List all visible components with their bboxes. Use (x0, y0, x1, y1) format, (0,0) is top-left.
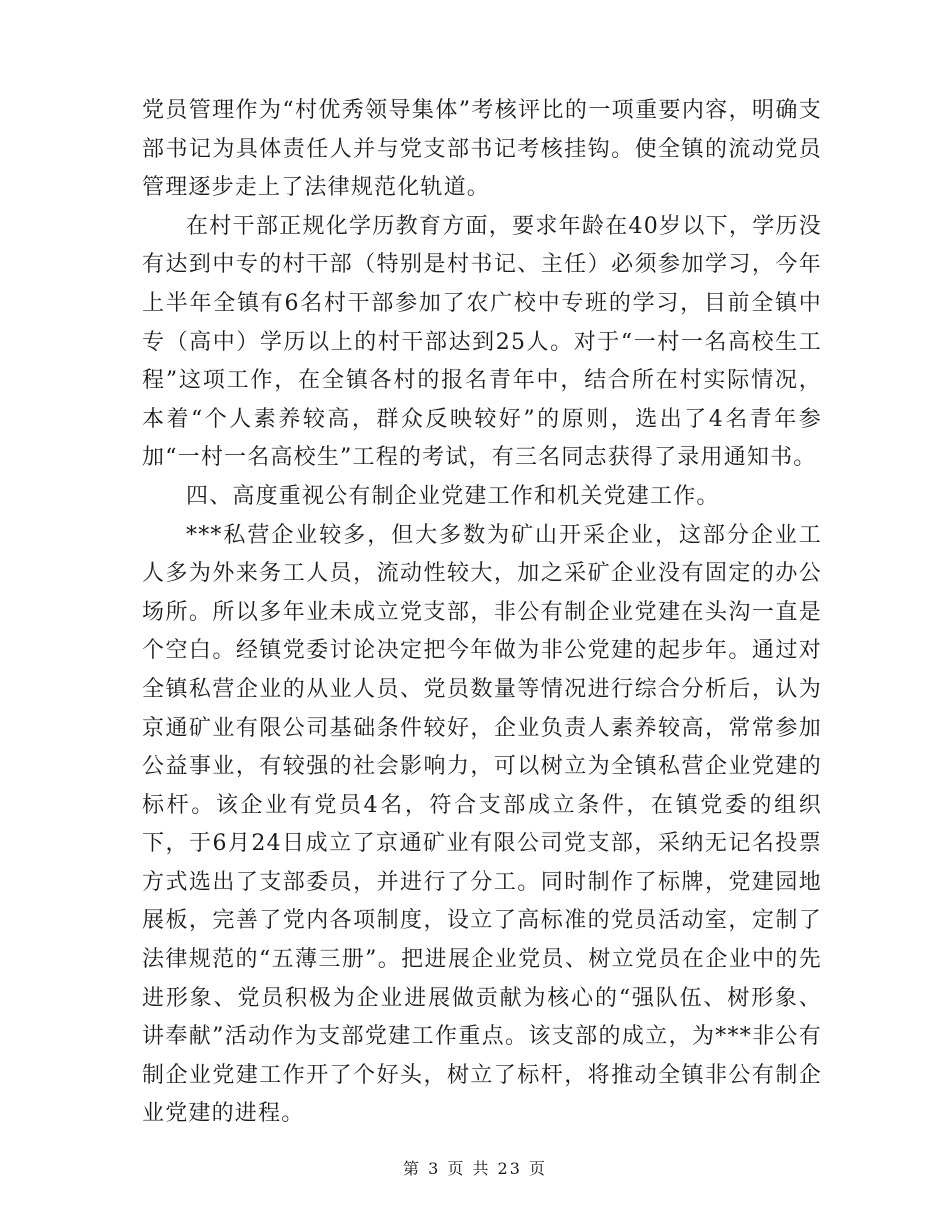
document-body (142, 92, 822, 1134)
paragraph-continuation: 党员管理作为“村优秀领导集体”考核评比的一项重要内容，明确支部书记为具体责任人并与党支部书记考核挂钩。使全镇的流动党员管理逐步走上了法律规范化轨道。 (142, 98, 822, 201)
page-number: 第 3 页 共 23 页 (403, 1159, 547, 1178)
paragraph-education: 在村干部正规化学历教育方面，要求年龄在40岁以下，学历没有达到中专的村干部（特别是村书记、主任）必须参加学习，今年上半年全镇有6名村干部参加了农广校中专班的学习，目前全镇中专（高中）学历以上的村干部达到25人。对于“一村一名高校生工程”这项工作，在全镇各村的报名青年中，结合所在村实际情况，本着“个人素养较高，群众反映较好”的原则，选出了4名青年参加“一村一名高校生”工程的考试，有三名同志获得了录用通知书。 (142, 213, 822, 471)
paragraph-private-enterprise: ***私营企业较多，但大多数为矿山开采企业，这部分企业工人多为外来务工人员，流动性较大，加之采矿企业没有固定的办公场所。所以多年业未成立党支部，非公有制企业党建在头沟一直是个空白。经镇党委讨论决定把今年做为非公党建的起步年。通过对全镇私营企业的从业人员、党员数量等情况进行综合分析后，认为京通矿业有限公司基础条件较好，企业负责人素养较高，常常参加公益事业，有较强的社会影响力，可以树立为全镇私营企业党建的标杆。该企业有党员4名，符合支部成立条件，在镇党委的组织下，于6月24日成立了京通矿业有限公司党支部，采纳无记名投票方式选出了支部委员，并进行了分工。同时制作了标牌，党建园地展板，完善了党内各项制度，设立了高标准的党员活动室，定制了法律规范的“五薄三册”。把进展企业党员、树立党员在企业中的先进形象、党员积极为企业进展做贡献为核心的“强队伍、树形象、讲奉献”活动作为支部党建工作重点。该支部的成立，为***非公有制企业党建工作开了个好头，树立了标杆，将推动全镇非公有制企业党建的进程。 (142, 522, 822, 1127)
section-heading: 四、高度重视公有制企业党建工作和机关党建工作。 (186, 483, 720, 509)
